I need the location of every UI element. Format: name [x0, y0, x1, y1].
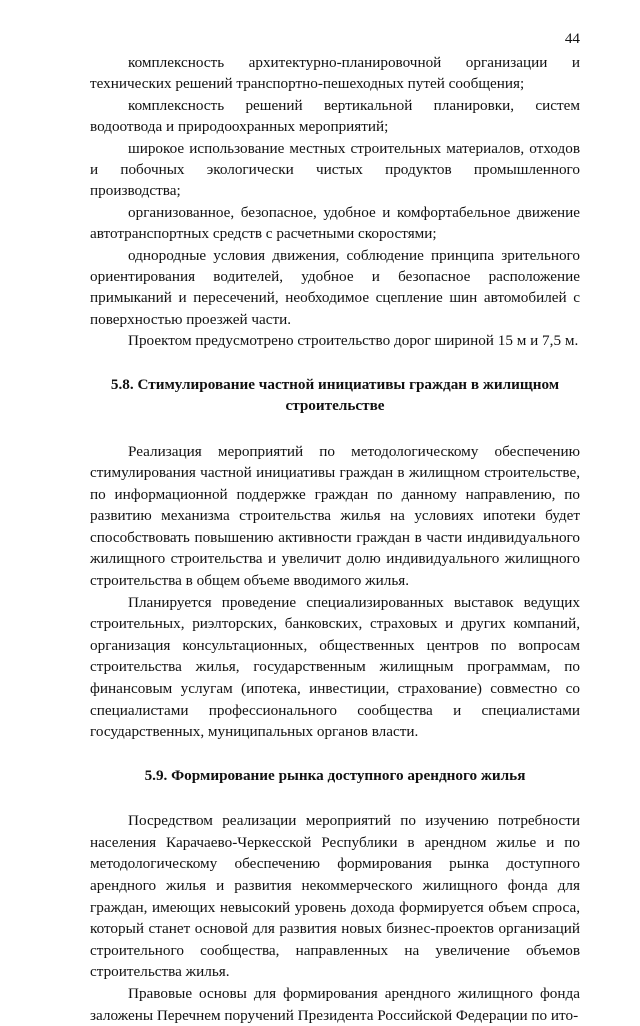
intro-block: [90, 52, 580, 352]
paragraph: Посредством реализации мероприятий по изучению потребности населения Карачаево-Черкесской Республики в арендном жилье и по методологическому обеспечению формирования рынка доступного арендного жилья и развития некоммерческого жилищного фонда для граждан, имеющих невысокий уровень дохода формируется объем спроса, который станет основой для развития новых бизнес-проектов организаций строительного сообщества, направленных на увеличение объемов строительства жилья.: [90, 812, 580, 981]
page-number: 44: [564, 30, 580, 47]
paragraph: Планируется проведение специализированных выставок ведущих строительных, риэлторских, банковских, страховых и других компаний, организация консультационных, общественных центров по вопросам строительства жилья, государственным жилищным программам, по финансовым услугам (ипотека, инвестиции, страхование) совместно со специалистами профессионального сообщества и специалистами государственных, муниципальных органов власти.: [90, 593, 580, 741]
paragraph: широкое использование местных строительных материалов, отходов и побочных экологически чистых продуктов промышленного производства;: [90, 139, 580, 200]
paragraph: комплексность архитектурно-планировочной организации и технических решений транспортно-пешеходных путей сообщения;: [90, 54, 580, 93]
section-5-9-body: [90, 810, 580, 1026]
paragraph: однородные условия движения, соблюдение принципа зрительного ориентирования водителей, удобное и безопасное расположение примыканий и пересечений, необходимое сцепление шин автомобилей с поверхностью проезжей части.: [90, 246, 580, 328]
document-page: [90, 28, 580, 1026]
section-5-8-body: [90, 441, 580, 743]
paragraph: Правовые основы для формирования арендного жилищного фонда заложены Перечнем поручений Президента Российской Федерации по ито-: [90, 984, 580, 1024]
paragraph: Реализация мероприятий по методологическому обеспечению стимулирования частной инициативы граждан в жилищном строительстве, по информационной поддержке граждан по данному направлению, по развитию механизма строительства жилья на условиях ипотеки будет способствовать повышению активности граждан в части индивидуального жилищного строительства и увеличит долю индивидуального жилищного строительства в общем объеме вводимого жилья.: [90, 442, 580, 590]
paragraph: организованное, безопасное, удобное и комфортабельное движение автотранспортных средств с расчетными скоростями;: [90, 203, 580, 243]
paragraph: комплексность решений вертикальной планировки, систем водоотвода и природоохранных мероприятий;: [90, 96, 580, 136]
section-heading-5-8: 5.8. Стимулирование частной инициативы граждан в жилищном строительстве: [110, 375, 560, 415]
paragraph: Проектом предусмотрено строительство дорог шириной 15 м и 7,5 м.: [128, 332, 579, 350]
section-heading-5-9: 5.9. Формирование рынка доступного арендного жилья: [144, 766, 526, 784]
